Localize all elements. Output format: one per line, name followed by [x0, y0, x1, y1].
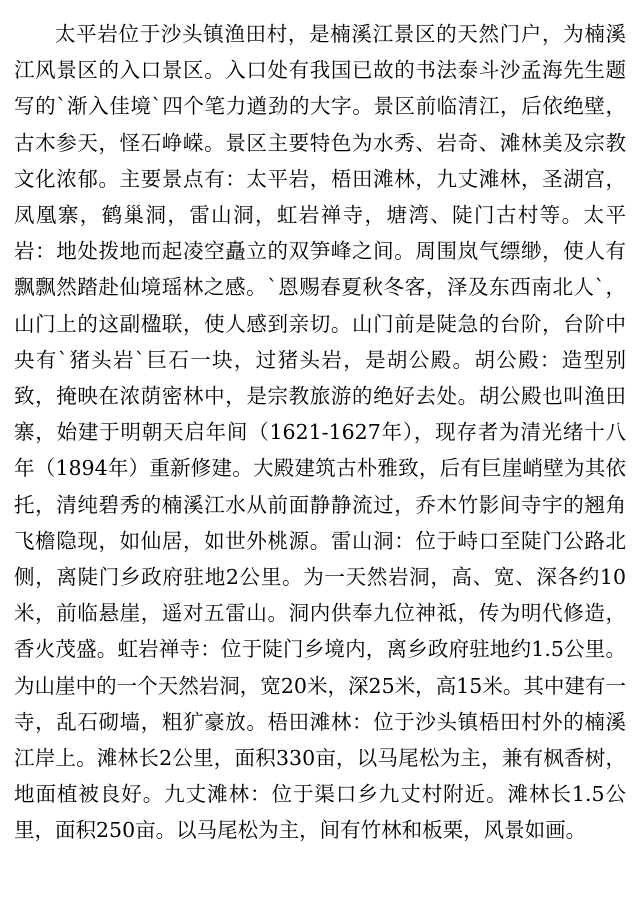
article-body-text: 太平岩位于沙头镇渔田村，是楠溪江景区的天然门户，为楠溪江风景区的入口景区。入口处有我国已故的书法泰斗沙孟海先生题写的`渐入佳境`四个笔力遒劲的大字。景区前临清江，后依绝壁，古木参天，怪石峥嵘。景区主要特色为水秀、岩奇、滩林美及宗教文化浓郁。主要景点有：太平岩，梧田滩林，九丈滩林，圣湖宫，凤凰寨，鹤巢洞，雷山洞，虹岩禅寺，塘湾、陡门古村等。太平岩：地处拨地而起凌空矗立的双笋峰之间。周围岚气缥缈，使人有飘飘然踏赴仙境瑶林之感。`恩赐春夏秋冬客，泽及东西南北人`，山门上的这副楹联，使人感到亲切。山门前是陡急的台阶，台阶中央有`猪头岩`巨石一块，过猪头岩，是胡公殿。胡公殿：造型别致，掩映在浓荫密林中，是宗教旅游的绝好去处。胡公殿也叫渔田寨，始建于明朝天启年间（1621-1627年），现存者为清光绪十八年（1894年）重新修建。大殿建筑古朴雅致，后有巨崖峭壁为其依托，清纯碧秀的楠溪江水从前面静静流过，乔木竹影间寺宇的翘角飞檐隐现，如仙居，如世外桃源。雷山洞：位于峙口至陡门公路北侧，离陡门乡政府驻地2公里。为一天然岩洞，高、宽、深各约10米，前临悬崖，遥对五雷山。洞内供奉九位神祗，传为明代修造，香火茂盛。虹岩禅寺：位于陡门乡境内，离乡政府驻地约1.5公里。为山崖中的一个天然岩洞，宽20米，深25米，高15米。其中建有一寺，乱石砌墙，粗犷豪放。梧田滩林：位于沙头镇梧田村外的楠溪江岸上。滩林长2公里，面积330亩，以马尾松为主，兼有枫香树，地面植被良好。九丈滩林：位于渠口乡九丈村附近。滩林长1.5公里，面积250亩。以马尾松为主，间有竹林和板栗，风景如画。	[14, 22, 626, 843]
